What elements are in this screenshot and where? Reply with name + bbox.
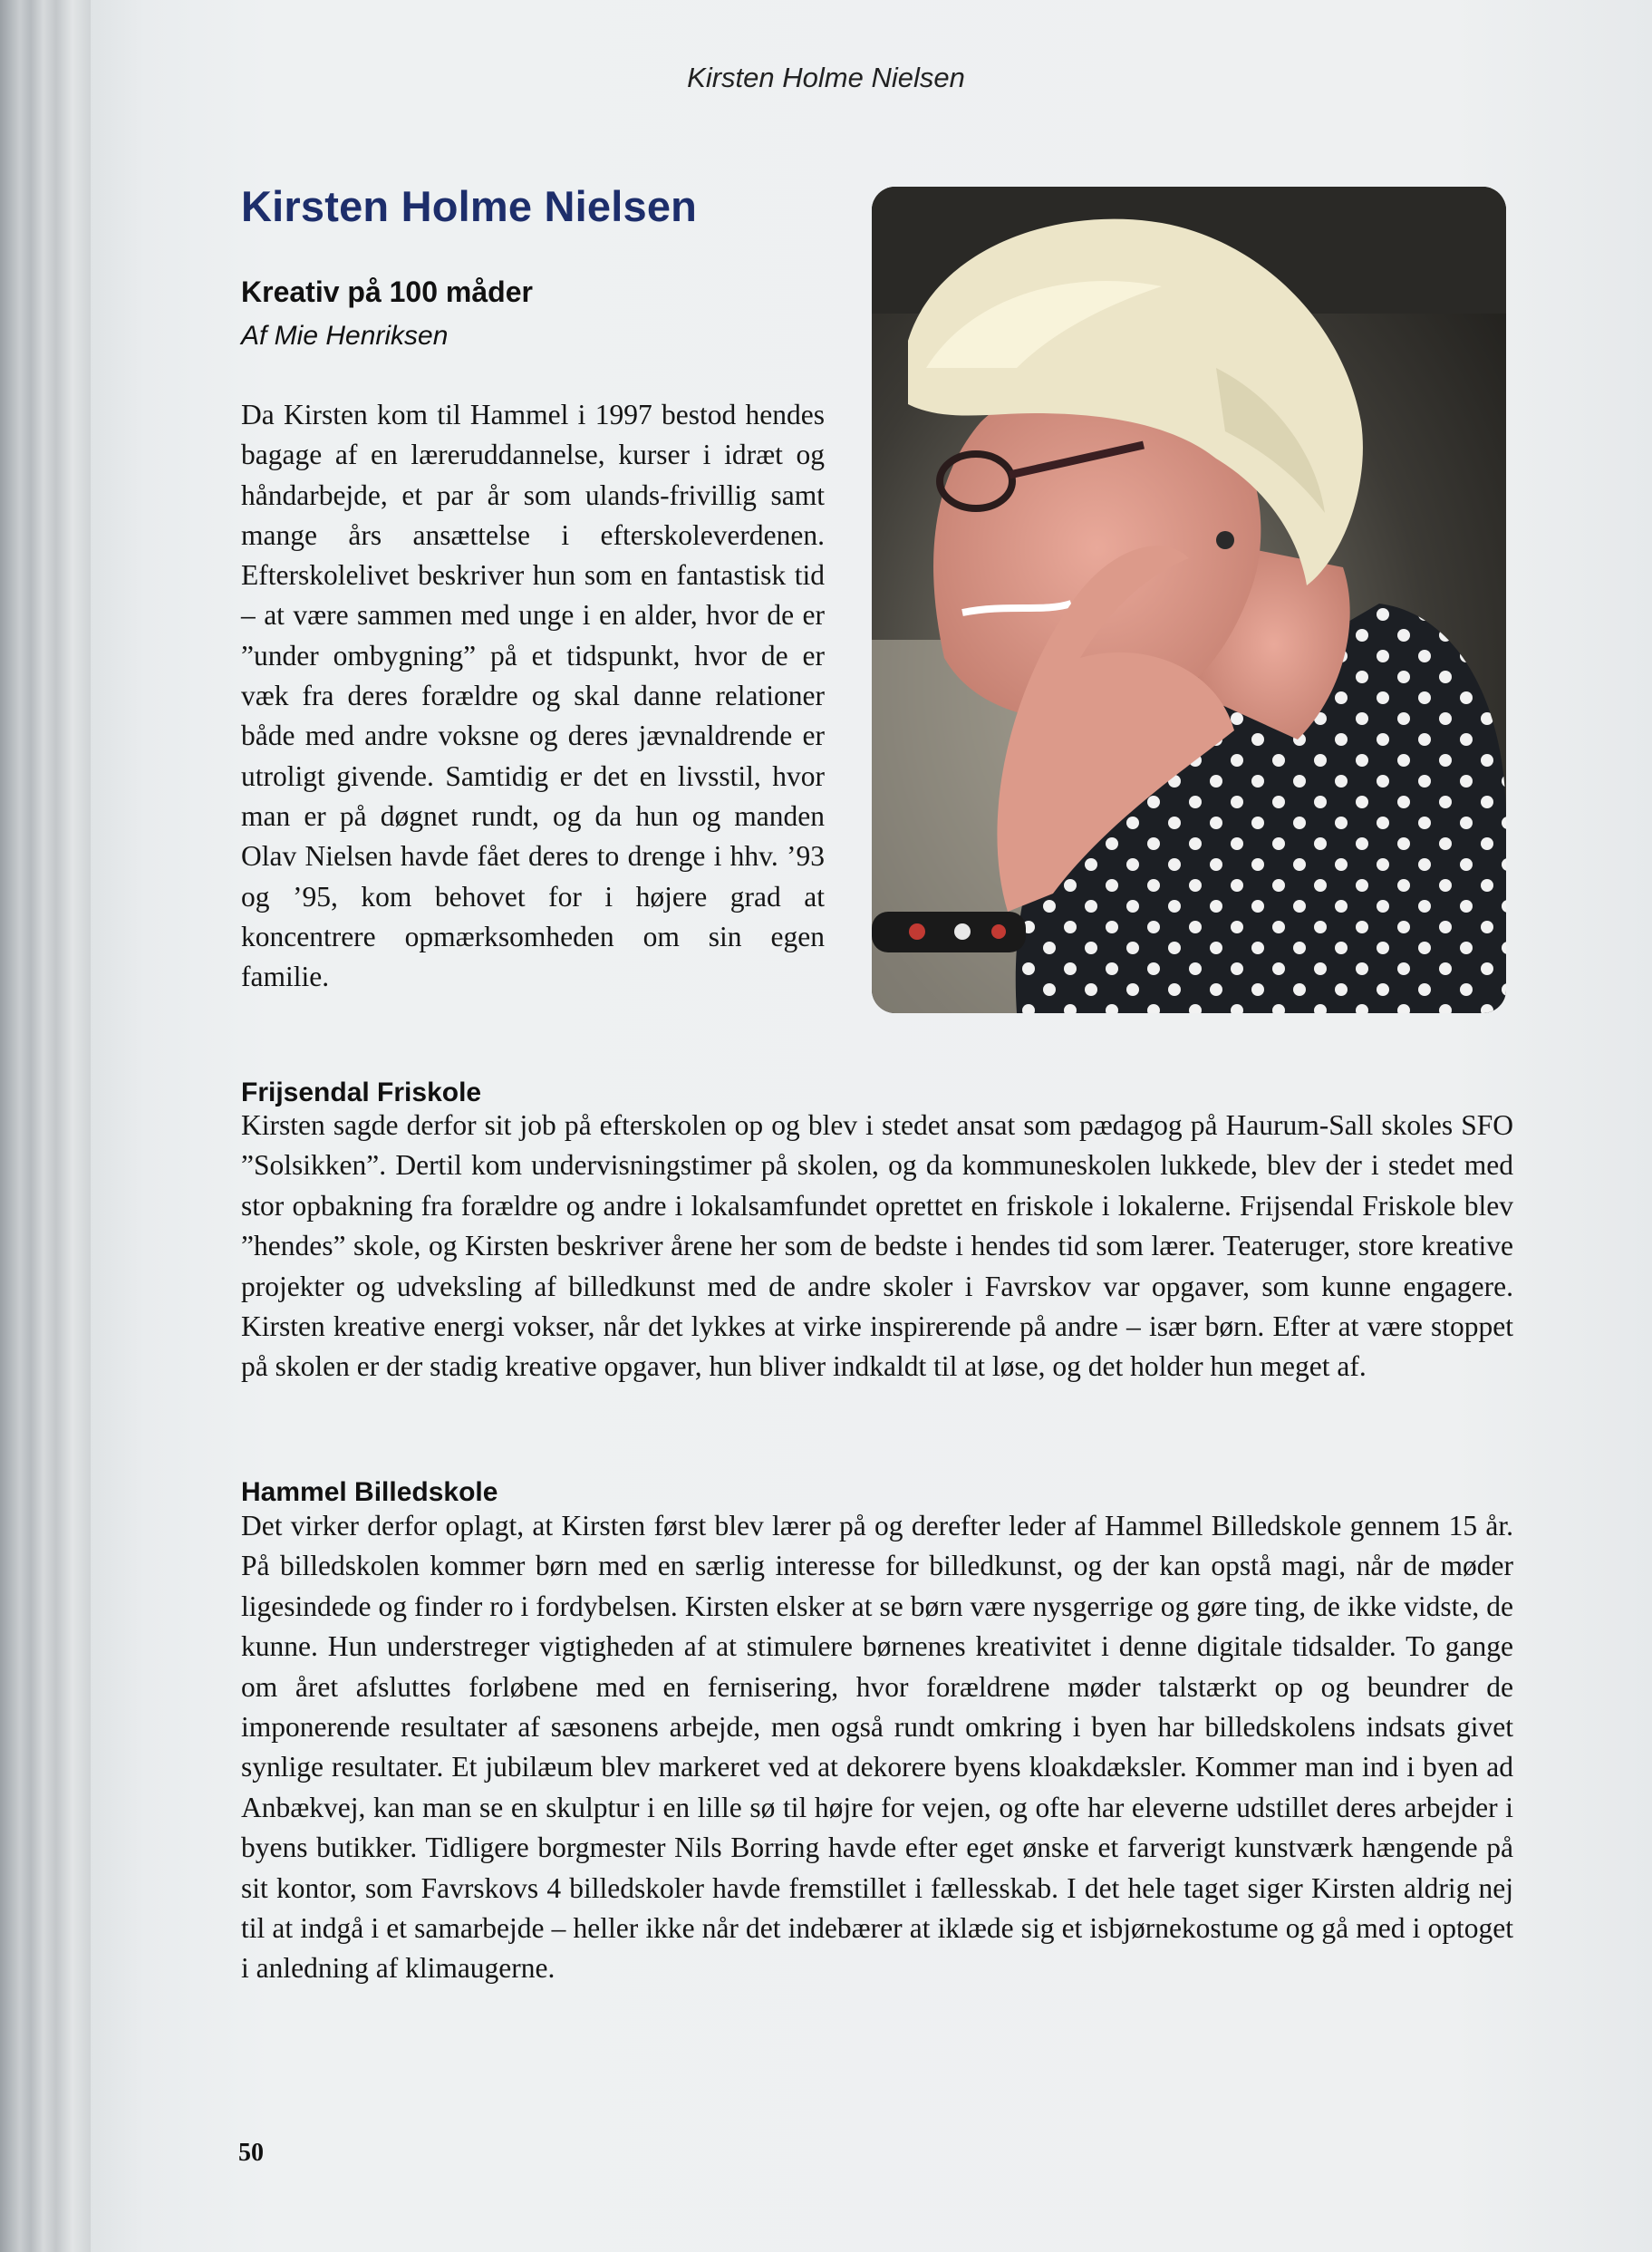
article-title: Kirsten Holme Nielsen	[241, 182, 698, 230]
page-number: 50	[238, 2139, 264, 2167]
intro-paragraph: Da Kirsten kom til Hammel i 1997 bestod hendes bagage af en læreruddannelse, kurser i idræt og håndarbejde, et par år som ulands-frivillig samt mange års ansættelse i efterskoleverdenen. Efterskolelivet beskriver hun som en fantastisk tid – at være sammen med unge i en alder, hvor de er ”under ombygning” på et tidspunkt, hvor de er væk fra deres forældre og skal danne relationer både med andre voksne og deres jævnaldrende er utroligt givende. Samtidig er det en livsstil, hvor man er på døgnet rundt, og da hun og manden Olav Nielsen havde fået deres to drenge i hhv. ’93 og ’95, kom behovet for i højere grad at koncentrere opmærksomheden om sin egen familie.	[241, 399, 825, 993]
section-heading-friskole: Frijsendal Friskole	[241, 1078, 482, 1107]
article-byline: Af Mie Henriksen	[241, 321, 449, 351]
article-subtitle: Kreativ på 100 måder	[241, 275, 533, 308]
section-heading-billedskole: Hammel Billedskole	[241, 1477, 498, 1507]
section-text-billedskole: Det virker derfor oplagt, at Kirsten først blev lærer på og derefter leder af Hammel Billedskole gennem 15 år. På billedskolen kommer børn med en særlig interesse for billedkunst, og der kan opstå magi, når de møder ligesindede og finder ro i fordybelsen. Kirsten elsker at se børn være nysgerrige og gøre ting, de ikke vidste, de kunne. Hun understreger vigtigheden af at stimulere børnenes kreativitet i denne digitale tidsalder. To gange om året afsluttes forløbene med en fernisering, hvor forældrene møder talstærkt op og beundrer de imponerende resultater af sæsonens arbejde, men også rundt omkring i byen har billedskolens indsats givet synlige resultater. Et jubilæum blev markeret ved at dekorere byens kloakdæksler. Kommer man ind i byen ad Anbækvej, kan man se en skulptur i en lille sø til højre for vejen, og ofte har eleverne udstillet deres arbejder i byens butikker. Tidligere borgmester Nils Borring havde efter eget ønske et farverigt kunstværk hængende på sit kontor, som Favrskovs 4 billedskoler havde fremstillet i fællesskab. I det hele taget siger Kirsten aldrig nej til at indgå i et samarbejde – heller ikke når det indebærer at iklæde sig et isbjørnekostume og gå med i optoget i anledning af klimaugerne.	[241, 1510, 1513, 1985]
running-head: Kirsten Holme Nielsen	[687, 62, 965, 93]
section-text-friskole: Kirsten sagde derfor sit job på efterskolen op og blev i stedet ansat som pædagog på Haurum-Sall skoles SFO ”Solsikken”. Dertil kom undervisningstimer på skolen, og da kommuneskolen lukkede, blev der i stedet med stor opbakning fra forældre og andre i lokalsamfundet oprettet en friskole i lokalerne. Frijsendal Friskole blev ”hendes” skole, og Kirsten beskriver årene her som de bedste i hendes tid som lærer. Teateruger, store kreative projekter og udveksling af billedkunst med de andre skoler i Favrskov var opgaver, som kunne engagere. Kirsten kreative energi vokser, når det lykkes at virke inspirerende på andre – især børn. Efter at være stoppet på skolen er der stadig kreative opgaver, hun bliver indkaldt til at løse, og det holder hun meget af.	[241, 1109, 1513, 1383]
portrait-photo	[872, 187, 1506, 1013]
